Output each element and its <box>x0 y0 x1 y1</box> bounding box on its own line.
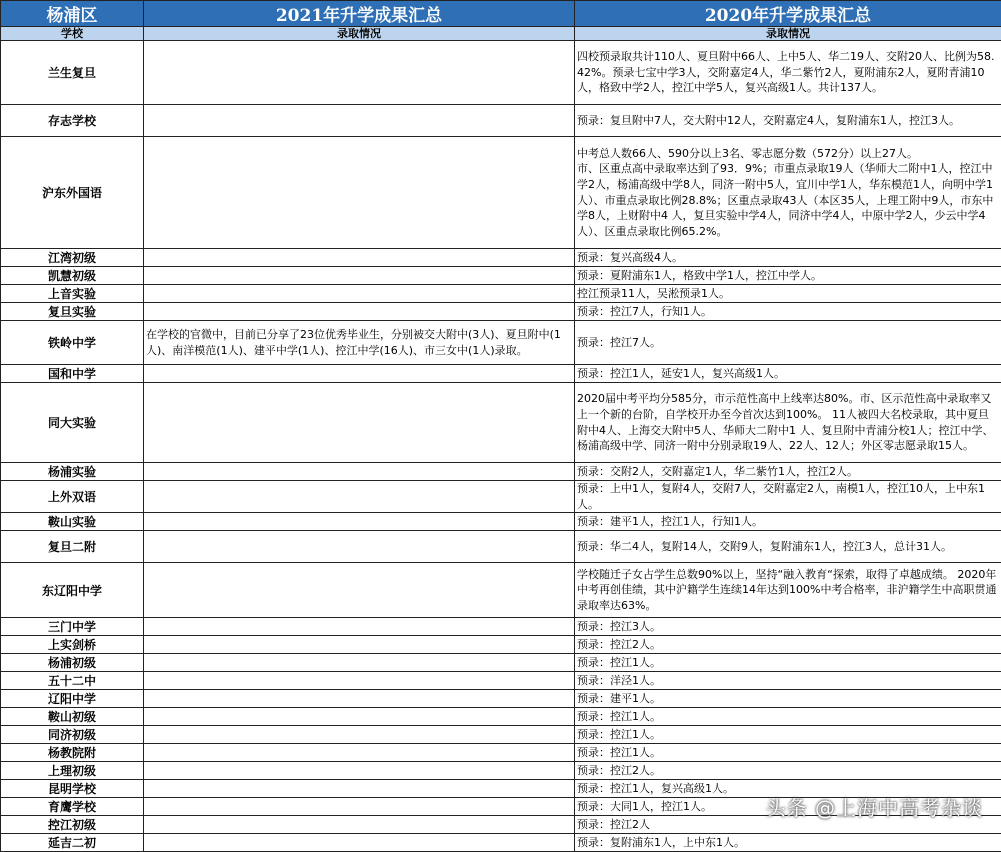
header-2020: 2020年升学成果汇总 <box>575 1 1001 27</box>
table-row <box>1 321 1001 365</box>
school-name: 同大实验 <box>1 383 144 463</box>
result-2020: 2020届中考平均分585分，市示范性高中上线率达80%。市、区示范性高中录取率又上一个新的台阶，自学校开办至今首次达到100%。 11人被四大名校录取，其中夏旦附中4人、上海交大附中5人、华师大二附中1 人、复旦附中青浦分校1人；控江中学、杨浦高级中学、同济一附中分别录取19人、22人、12人；外区零志愿录取15人。 <box>575 383 1001 463</box>
column-header-row <box>1 27 1001 41</box>
result-2021 <box>144 267 575 285</box>
result-2020: 控江预录11人，吴淞预录1人。 <box>575 285 1001 303</box>
table-row <box>1 762 1001 780</box>
table-row <box>1 834 1001 852</box>
result-2021 <box>144 285 575 303</box>
school-name: 存志学校 <box>1 105 144 137</box>
result-2020: 预录：建平1人，控江1人，行知1人。 <box>575 513 1001 531</box>
table-row <box>1 531 1001 563</box>
table-row <box>1 690 1001 708</box>
result-2020: 预录：控江1人，复兴高级1人。 <box>575 780 1001 798</box>
table-row <box>1 41 1001 105</box>
result-2021 <box>144 654 575 672</box>
school-name: 东辽阳中学 <box>1 563 144 618</box>
result-2021 <box>144 513 575 531</box>
district-header: 杨浦区 <box>1 1 144 27</box>
school-name: 控江初级 <box>1 816 144 834</box>
header-2021: 2021年升学成果汇总 <box>144 1 575 27</box>
table-row <box>1 708 1001 726</box>
result-2020: 预录：复附浦东1人，上中东1人。 <box>575 834 1001 852</box>
result-2020: 预录：控江1人。 <box>575 708 1001 726</box>
result-2020: 预录：交附2人，交附嘉定1人，华二紫竹1人，控江2人。 <box>575 463 1001 481</box>
table-row <box>1 513 1001 531</box>
table-row <box>1 365 1001 383</box>
result-2021 <box>144 41 575 105</box>
result-2021 <box>144 303 575 321</box>
result-2021 <box>144 690 575 708</box>
school-name: 杨浦初级 <box>1 654 144 672</box>
result-2021 <box>144 105 575 137</box>
school-name: 育鹰学校 <box>1 798 144 816</box>
result-2020: 预录：控江1人。 <box>575 726 1001 744</box>
table-row <box>1 303 1001 321</box>
result-2021 <box>144 762 575 780</box>
result-2020: 预录：控江2人。 <box>575 636 1001 654</box>
result-2020: 预录：控江3人。 <box>575 618 1001 636</box>
result-2021 <box>144 481 575 513</box>
result-2020: 四校预录取共计110人、夏旦附中66人、上中5人、华二19人、交附20人、比例为58.42%。预录七宝中学3人，交附嘉定4人，华二紫竹2人，夏附浦东2人，夏附青浦10人，格致中学2人，控江中学5人，复兴高级1人。共计137人。 <box>575 41 1001 105</box>
result-2020: 预录：控江1人。 <box>575 654 1001 672</box>
school-name: 上实剑桥 <box>1 636 144 654</box>
result-2020: 预录：控江7人。 <box>575 321 1001 365</box>
school-name: 延吉二初 <box>1 834 144 852</box>
table-row <box>1 285 1001 303</box>
result-2021 <box>144 780 575 798</box>
result-2020: 预录：控江1人。 <box>575 744 1001 762</box>
school-name: 复旦二附 <box>1 531 144 563</box>
result-2021 <box>144 463 575 481</box>
school-name: 鞍山初级 <box>1 708 144 726</box>
col-2021: 录取情况 <box>144 27 575 41</box>
result-2021 <box>144 726 575 744</box>
result-2020: 学校随迁子女占学生总数90%以上，坚持“融入教育“探索，取得了卓越成绩。 2020年中考再创佳绩，其中沪籍学生连续14年达到100%中考合格率，非沪籍学生中高职贯通录取率达63%。 <box>575 563 1001 618</box>
result-2021 <box>144 531 575 563</box>
table-row <box>1 798 1001 816</box>
school-name: 杨教院附 <box>1 744 144 762</box>
table-row <box>1 672 1001 690</box>
school-name: 同济初级 <box>1 726 144 744</box>
table-row <box>1 481 1001 513</box>
result-2021 <box>144 383 575 463</box>
school-name: 杨浦实验 <box>1 463 144 481</box>
table-row <box>1 726 1001 744</box>
result-2021 <box>144 834 575 852</box>
result-2020: 预录：复旦附中7人，交大附中12人，交附嘉定4人，复附浦东1人，控江3人。 <box>575 105 1001 137</box>
table-row <box>1 463 1001 481</box>
school-name: 复旦实验 <box>1 303 144 321</box>
table-row <box>1 105 1001 137</box>
result-2021 <box>144 708 575 726</box>
school-name: 三门中学 <box>1 618 144 636</box>
result-2020: 预录：控江2人 <box>575 816 1001 834</box>
school-name: 兰生复旦 <box>1 41 144 105</box>
table-row <box>1 267 1001 285</box>
school-name: 国和中学 <box>1 365 144 383</box>
result-2021 <box>144 636 575 654</box>
result-2020: 预录：夏附浦东1人，格致中学1人，控江中学人。 <box>575 267 1001 285</box>
result-2020: 预录：复兴高级4人。 <box>575 249 1001 267</box>
table-row <box>1 383 1001 463</box>
result-2021 <box>144 365 575 383</box>
school-name: 上音实验 <box>1 285 144 303</box>
table-row <box>1 563 1001 618</box>
school-name: 辽阳中学 <box>1 690 144 708</box>
school-name: 铁岭中学 <box>1 321 144 365</box>
result-2020: 预录：大同1人，控江1人。 <box>575 798 1001 816</box>
result-2021 <box>144 798 575 816</box>
result-2020: 预录：上中1人，复附4人，交附7人，交附嘉定2人，南模1人，控江10人，上中东1人。 <box>575 481 1001 513</box>
result-2020: 预录：控江2人。 <box>575 762 1001 780</box>
result-2021 <box>144 563 575 618</box>
school-name: 江湾初级 <box>1 249 144 267</box>
result-2021 <box>144 744 575 762</box>
result-2020: 预录：控江1人，延安1人，复兴高级1人。 <box>575 365 1001 383</box>
col-school: 学校 <box>1 27 144 41</box>
col-2020: 录取情况 <box>575 27 1001 41</box>
result-2020: 预录：建平1人。 <box>575 690 1001 708</box>
result-2020: 预录：华二4人，复附14人，交附9人，复附浦东1人，控江3人，总计31人。 <box>575 531 1001 563</box>
table-row <box>1 618 1001 636</box>
school-name: 五十二中 <box>1 672 144 690</box>
watermark: 头条 @上海中高考杂谈 <box>766 792 983 821</box>
school-name: 昆明学校 <box>1 780 144 798</box>
school-name: 鞍山实验 <box>1 513 144 531</box>
school-name: 上理初级 <box>1 762 144 780</box>
table-row <box>1 780 1001 798</box>
result-2021 <box>144 672 575 690</box>
result-2021: 在学校的官微中，目前已分享了23位优秀毕业生，分别被交大附中(3人)、夏旦附中(1人)、南洋模范(1人)、建平中学(1人)、控江中学(16人)、市三女中(1人)录取。 <box>144 321 575 365</box>
school-name: 上外双语 <box>1 481 144 513</box>
title-row <box>1 1 1001 27</box>
school-name: 沪东外国语 <box>1 137 144 249</box>
school-name: 凯慧初级 <box>1 267 144 285</box>
table-row <box>1 744 1001 762</box>
result-2021 <box>144 249 575 267</box>
result-2021 <box>144 618 575 636</box>
table-row <box>1 249 1001 267</box>
table-row <box>1 654 1001 672</box>
table-row <box>1 636 1001 654</box>
result-2020: 预录：控江7人，行知1人。 <box>575 303 1001 321</box>
table-row <box>1 137 1001 249</box>
result-2020: 中考总人数66人、590分以上3名、零志愿分数（572分）以上27人。 市、区重点高中录取率达到了93．9%；市重点录取19人（华师大二附中1人，控江中学2人，杨浦高级中学8人，同济一附中5人，宜川中学1人，华东模范1人，向明中学1人）、市重点录取比例28.8%；区重点录取43人（本区35人，上理工附中9人，市东中学8人，上财附中4 人，复旦实验中学4人，同济中学4人，中原中学2人，少云中学4人）、区重点录取比例65.2%。 <box>575 137 1001 249</box>
result-2021 <box>144 137 575 249</box>
result-2020: 预录：洋泾1人。 <box>575 672 1001 690</box>
